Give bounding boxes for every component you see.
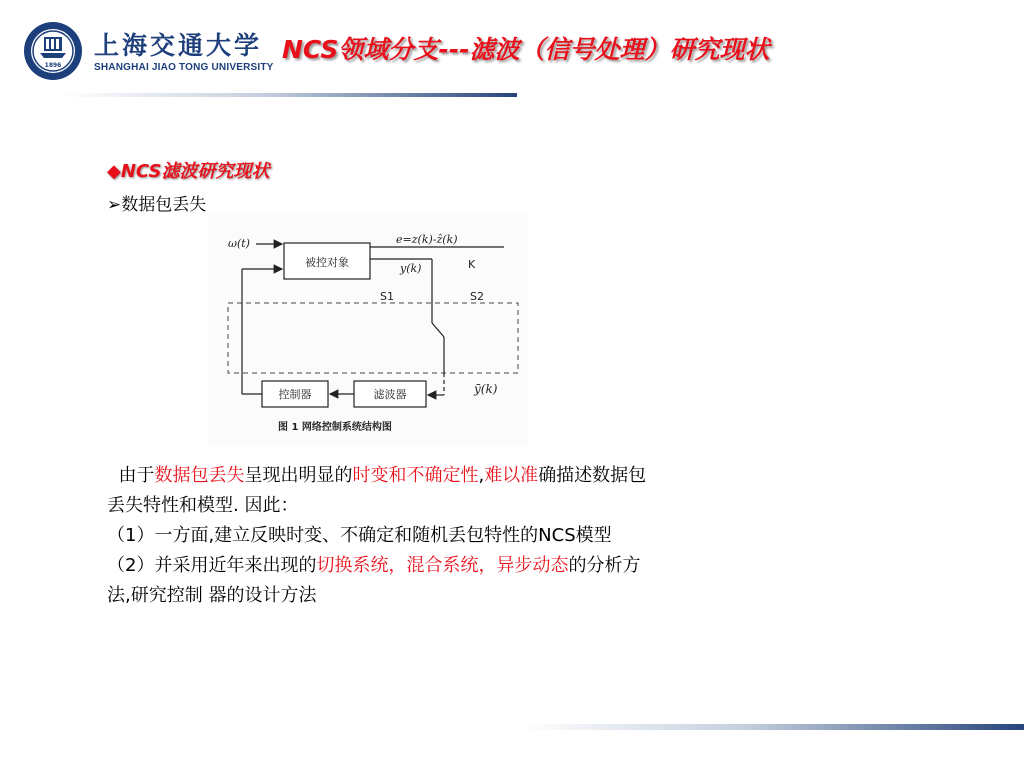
section-heading bbox=[107, 157, 269, 183]
text-segment: （2）并采用近年来出现的 bbox=[107, 555, 317, 576]
logo-chinese-name: 上海交通大学 bbox=[94, 31, 263, 60]
diagram-caption: 图 1 网络控制系统结构图 bbox=[278, 422, 392, 433]
filter-label: 滤波器 bbox=[373, 388, 407, 401]
highlight-packet-loss: 数据包丢失 bbox=[154, 465, 245, 486]
bullet-text: 数据包丢失 bbox=[121, 195, 207, 215]
received-output-label: ȳ(k) bbox=[474, 382, 498, 396]
diagram-figure bbox=[208, 215, 528, 445]
bullet-item bbox=[107, 190, 206, 215]
s2-label: S2 bbox=[470, 290, 484, 303]
item-2-continued: 法,研究控制 器的设计方法 bbox=[107, 585, 317, 606]
arrow-bullet-icon: ➢ bbox=[107, 195, 122, 215]
highlight-methods: 切换系统，混合系统，异步动态 bbox=[316, 555, 569, 576]
paragraph-line-2: 丢失特性和模型. 因此： bbox=[107, 495, 299, 516]
slide-title: NCS领域分支---滤波（信号处理）研究现状 bbox=[282, 35, 770, 64]
input-label: ω(t) bbox=[228, 237, 250, 250]
text-segment: 由于 bbox=[118, 465, 155, 486]
body-text bbox=[107, 461, 877, 611]
logo-english-name: SHANGHAI JIAO TONG UNIVERSITY bbox=[94, 62, 274, 73]
section-heading-text: NCS滤波研究现状 bbox=[120, 161, 270, 182]
item-2 bbox=[107, 551, 877, 581]
university-logo bbox=[22, 20, 274, 80]
text-segment: , bbox=[478, 465, 485, 486]
controller-label: 控制器 bbox=[278, 388, 312, 401]
error-label: e=z(k)-ẑ(k) bbox=[396, 233, 458, 246]
item-1: （1）一方面,建立反映时变、不确定和随机丢包特性的NCS模型 bbox=[107, 525, 612, 546]
highlight-hard-to-describe: 难以准 bbox=[484, 465, 539, 486]
ncs-structure-diagram bbox=[208, 215, 528, 445]
diamond-bullet-icon: ◆ bbox=[107, 161, 121, 182]
highlight-time-varying: 时变和不确定性 bbox=[352, 465, 479, 486]
plant-label: 被控对象 bbox=[305, 256, 349, 269]
header-divider bbox=[60, 93, 517, 97]
text-segment: 确描述数据包 bbox=[538, 465, 647, 486]
text-segment: 的分析方 bbox=[568, 555, 641, 576]
output-label: y(k) bbox=[400, 262, 422, 275]
university-seal-icon bbox=[22, 20, 84, 82]
text-segment: 呈现出明显的 bbox=[244, 465, 353, 486]
s1-label: S1 bbox=[380, 290, 394, 303]
footer-divider bbox=[520, 724, 1024, 730]
paragraph-line-1 bbox=[107, 461, 877, 491]
k-label: K bbox=[468, 258, 476, 271]
seal-year: 1896 bbox=[44, 62, 62, 69]
